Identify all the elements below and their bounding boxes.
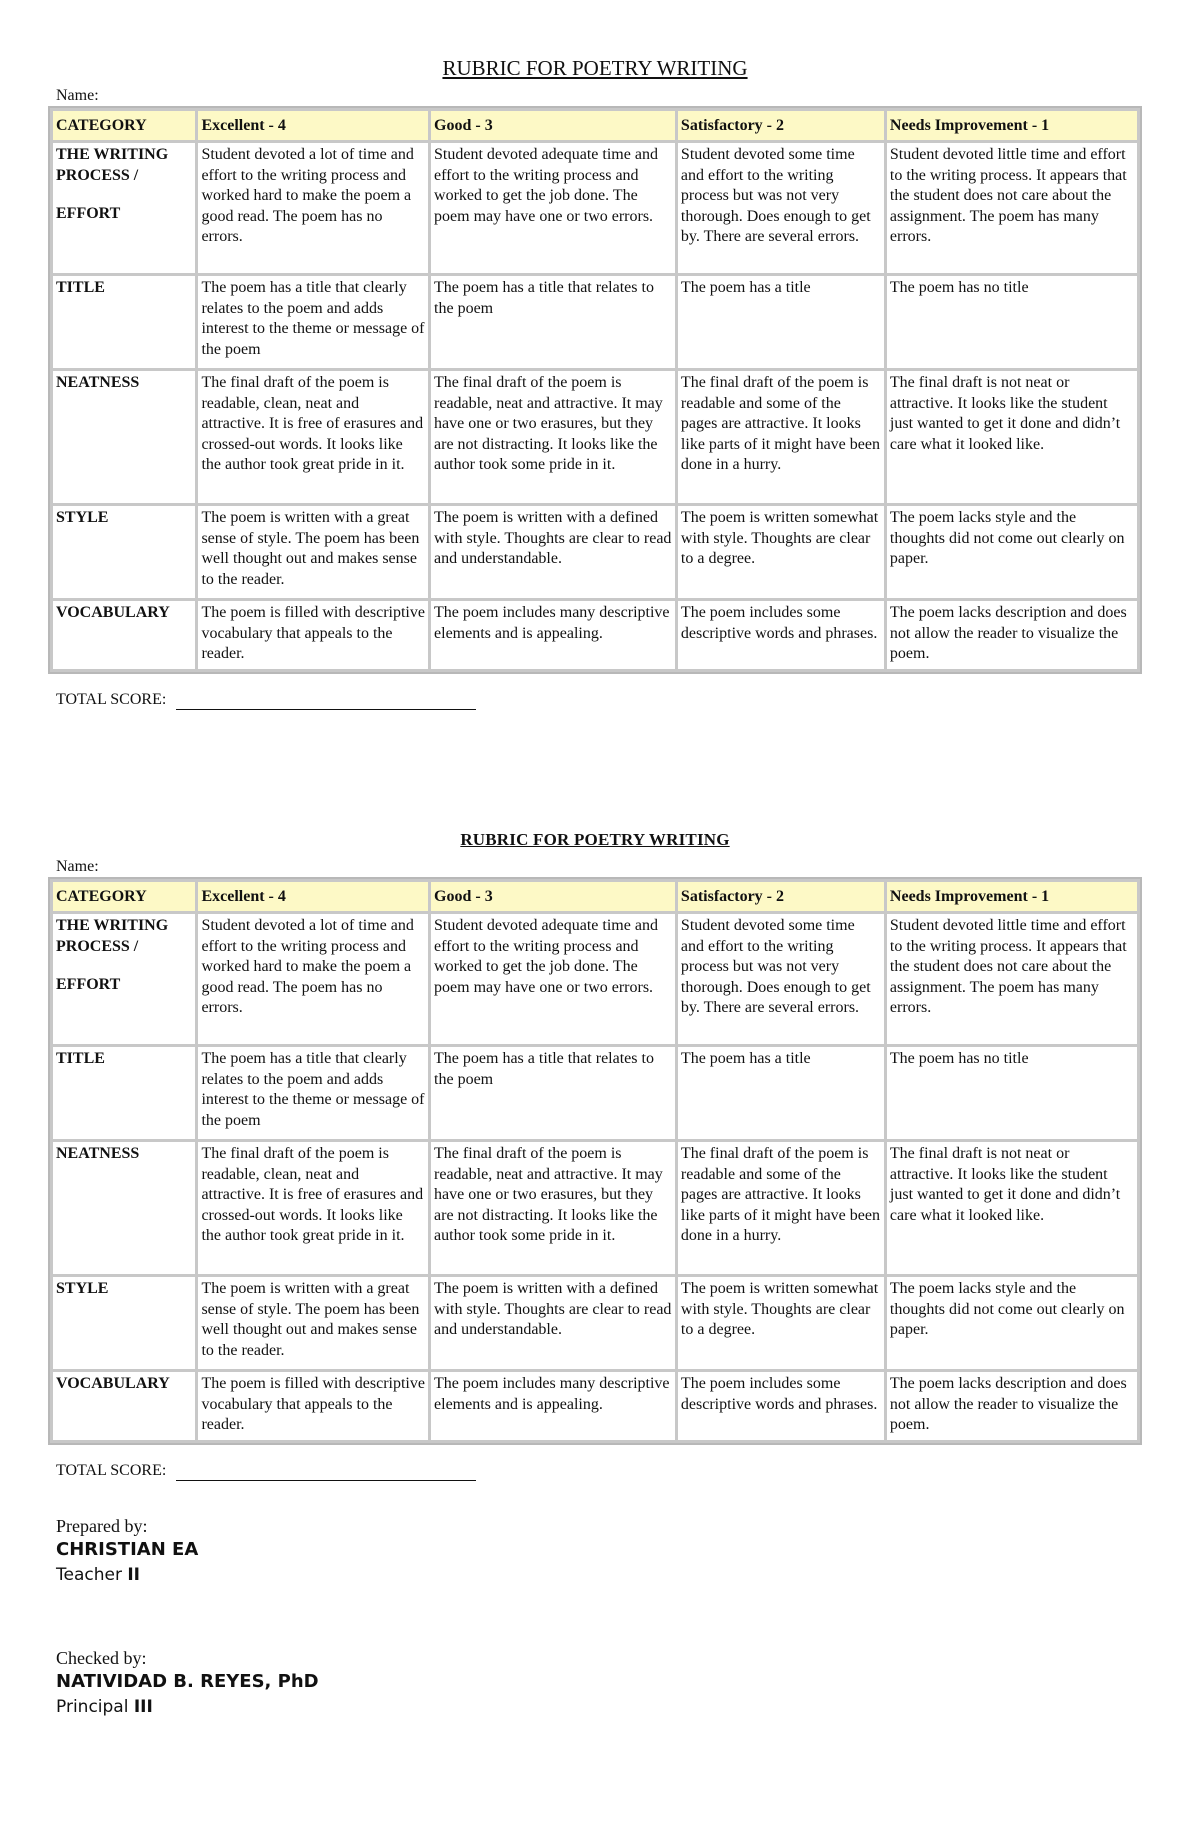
good-cell: The poem has a title that relates to the poem bbox=[431, 1047, 675, 1139]
rubric-title: RUBRIC FOR POETRY WRITING bbox=[460, 830, 730, 849]
category-label: THE WRITING PROCESS / bbox=[56, 146, 169, 184]
prepared-by-label: Prepared by: bbox=[56, 1516, 148, 1536]
satisfactory-cell: The final draft of the poem is readable and some of the pages are attractive. It looks like parts of it might have been done in a hurry. bbox=[678, 371, 884, 503]
satisfactory-cell: Student devoted some time and effort to the writing process but was not very thorough. Does enough to get by. There are several errors. bbox=[678, 143, 884, 273]
good-cell: The final draft of the poem is readable, neat and attractive. It may have one or two erasures, but they are not distracting. It looks like the author took some pride in it. bbox=[431, 1142, 675, 1274]
total-score-label: TOTAL SCORE: bbox=[56, 1462, 167, 1479]
rubric-title: RUBRIC FOR POETRY WRITING bbox=[442, 56, 748, 80]
rubric-section-1 bbox=[48, 58, 1142, 710]
name-label: Name: bbox=[56, 87, 99, 104]
category-cell: VOCABULARY bbox=[53, 601, 195, 669]
excellent-cell: The poem is filled with descriptive vocabulary that appeals to the reader. bbox=[198, 601, 428, 669]
category-cell: NEATNESS bbox=[53, 371, 195, 503]
needs-improvement-cell: Student devoted little time and effort to the writing process. It appears that the student does not care about the assignment. The poem has many errors. bbox=[887, 143, 1137, 273]
category-cell bbox=[53, 914, 195, 1044]
signature-section bbox=[56, 1515, 556, 1719]
category-label-continued: EFFORT bbox=[56, 205, 121, 222]
table-row bbox=[53, 371, 1137, 503]
good-cell: The poem includes many descriptive elements and is appealing. bbox=[431, 1372, 675, 1440]
prepared-by-role bbox=[56, 1563, 556, 1587]
prepared-by-name: CHRISTIAN EA bbox=[56, 1539, 199, 1560]
excellent-cell: Student devoted a lot of time and effort to the writing process and worked hard to make the poem a good read. The poem has no errors. bbox=[198, 143, 428, 273]
satisfactory-cell: Student devoted some time and effort to the writing process but was not very thorough. Does enough to get by. There are several errors. bbox=[678, 914, 884, 1044]
category-cell: NEATNESS bbox=[53, 1142, 195, 1274]
category-cell bbox=[53, 143, 195, 273]
total-score-blank bbox=[176, 1464, 476, 1481]
rubric-section-2 bbox=[48, 831, 1142, 1481]
needs-improvement-cell: The poem lacks description and does not allow the reader to visualize the poem. bbox=[887, 601, 1137, 669]
excellent-cell: The final draft of the poem is readable, clean, neat and attractive. It is free of erasures and crossed-out words. It looks like the author took great pride in it. bbox=[198, 371, 428, 503]
needs-improvement-cell: The poem lacks style and the thoughts did not come out clearly on paper. bbox=[887, 506, 1137, 598]
good-cell: Student devoted adequate time and effort to the writing process and worked to get the job done. The poem may have one or two errors. bbox=[431, 143, 675, 273]
table-row bbox=[53, 506, 1137, 598]
excellent-cell: The poem is written with a great sense of style. The poem has been well thought out and makes sense to the reader. bbox=[198, 506, 428, 598]
header-excellent: Excellent - 4 bbox=[198, 882, 428, 911]
header-good: Good - 3 bbox=[431, 111, 675, 140]
header-excellent: Excellent - 4 bbox=[198, 111, 428, 140]
satisfactory-cell: The poem includes some descriptive words and phrases. bbox=[678, 601, 884, 669]
needs-improvement-cell: The poem has no title bbox=[887, 276, 1137, 368]
header-row bbox=[53, 882, 1137, 911]
needs-improvement-cell: Student devoted little time and effort to the writing process. It appears that the student does not care about the assignment. The poem has many errors. bbox=[887, 914, 1137, 1044]
header-row bbox=[53, 111, 1137, 140]
needs-improvement-cell: The final draft is not neat or attractive. It looks like the student just wanted to get it done and didn’t care what it looked like. bbox=[887, 371, 1137, 503]
good-cell: The poem has a title that relates to the poem bbox=[431, 276, 675, 368]
satisfactory-cell: The poem is written somewhat with style. Thoughts are clear to a degree. bbox=[678, 506, 884, 598]
table-row bbox=[53, 1047, 1137, 1139]
checked-by-rank: III bbox=[133, 1697, 153, 1717]
header-category: CATEGORY bbox=[53, 111, 195, 140]
table-row bbox=[53, 276, 1137, 368]
header-needs-improvement: Needs Improvement - 1 bbox=[887, 882, 1137, 911]
table-row bbox=[53, 914, 1137, 1044]
total-score-label: TOTAL SCORE: bbox=[56, 691, 167, 708]
category-cell: TITLE bbox=[53, 276, 195, 368]
category-cell: STYLE bbox=[53, 1277, 195, 1369]
prepared-by-block bbox=[56, 1515, 556, 1587]
total-score-blank bbox=[176, 693, 476, 710]
checked-by-block bbox=[56, 1647, 556, 1719]
needs-improvement-cell: The final draft is not neat or attractive. It looks like the student just wanted to get it done and didn’t care what it looked like. bbox=[887, 1142, 1137, 1274]
header-satisfactory: Satisfactory - 2 bbox=[678, 111, 884, 140]
rubric-table bbox=[48, 106, 1142, 674]
header-category: CATEGORY bbox=[53, 882, 195, 911]
excellent-cell: The poem has a title that clearly relates to the poem and adds interest to the theme or message of the poem bbox=[198, 276, 428, 368]
checked-by-label: Checked by: bbox=[56, 1648, 147, 1668]
table-row bbox=[53, 1277, 1137, 1369]
good-cell: The poem is written with a defined with style. Thoughts are clear to read and understandable. bbox=[431, 506, 675, 598]
needs-improvement-cell: The poem has no title bbox=[887, 1047, 1137, 1139]
excellent-cell: The final draft of the poem is readable, clean, neat and attractive. It is free of erasures and crossed-out words. It looks like the author took great pride in it. bbox=[198, 1142, 428, 1274]
header-needs-improvement: Needs Improvement - 1 bbox=[887, 111, 1137, 140]
category-cell: STYLE bbox=[53, 506, 195, 598]
table-row bbox=[53, 1142, 1137, 1274]
rubric-table bbox=[48, 877, 1142, 1445]
checked-by-position: Principal bbox=[56, 1697, 129, 1717]
satisfactory-cell: The poem is written somewhat with style. Thoughts are clear to a degree. bbox=[678, 1277, 884, 1369]
category-cell: VOCABULARY bbox=[53, 1372, 195, 1440]
satisfactory-cell: The poem has a title bbox=[678, 1047, 884, 1139]
table-row bbox=[53, 1372, 1137, 1440]
checked-by-role bbox=[56, 1695, 556, 1719]
needs-improvement-cell: The poem lacks description and does not allow the reader to visualize the poem. bbox=[887, 1372, 1137, 1440]
excellent-cell: The poem has a title that clearly relates to the poem and adds interest to the theme or message of the poem bbox=[198, 1047, 428, 1139]
prepared-by-position: Teacher bbox=[56, 1565, 122, 1585]
category-label: THE WRITING PROCESS / bbox=[56, 917, 169, 955]
category-cell: TITLE bbox=[53, 1047, 195, 1139]
good-cell: Student devoted adequate time and effort to the writing process and worked to get the job done. The poem may have one or two errors. bbox=[431, 914, 675, 1044]
satisfactory-cell: The poem has a title bbox=[678, 276, 884, 368]
good-cell: The poem includes many descriptive elements and is appealing. bbox=[431, 601, 675, 669]
total-score-line bbox=[56, 690, 1142, 710]
excellent-cell: The poem is written with a great sense of style. The poem has been well thought out and makes sense to the reader. bbox=[198, 1277, 428, 1369]
table-row bbox=[53, 601, 1137, 669]
good-cell: The poem is written with a defined with style. Thoughts are clear to read and understandable. bbox=[431, 1277, 675, 1369]
excellent-cell: Student devoted a lot of time and effort to the writing process and worked hard to make the poem a good read. The poem has no errors. bbox=[198, 914, 428, 1044]
header-good: Good - 3 bbox=[431, 882, 675, 911]
total-score-line bbox=[56, 1461, 1142, 1481]
needs-improvement-cell: The poem lacks style and the thoughts did not come out clearly on paper. bbox=[887, 1277, 1137, 1369]
good-cell: The final draft of the poem is readable, neat and attractive. It may have one or two erasures, but they are not distracting. It looks like the author took some pride in it. bbox=[431, 371, 675, 503]
prepared-by-rank: II bbox=[127, 1565, 141, 1585]
satisfactory-cell: The final draft of the poem is readable and some of the pages are attractive. It looks like parts of it might have been done in a hurry. bbox=[678, 1142, 884, 1274]
checked-by-name: NATIVIDAD B. REYES, PhD bbox=[56, 1671, 319, 1692]
satisfactory-cell: The poem includes some descriptive words and phrases. bbox=[678, 1372, 884, 1440]
name-label: Name: bbox=[56, 858, 99, 875]
table-row bbox=[53, 143, 1137, 273]
category-label-continued: EFFORT bbox=[56, 976, 121, 993]
excellent-cell: The poem is filled with descriptive vocabulary that appeals to the reader. bbox=[198, 1372, 428, 1440]
header-satisfactory: Satisfactory - 2 bbox=[678, 882, 884, 911]
